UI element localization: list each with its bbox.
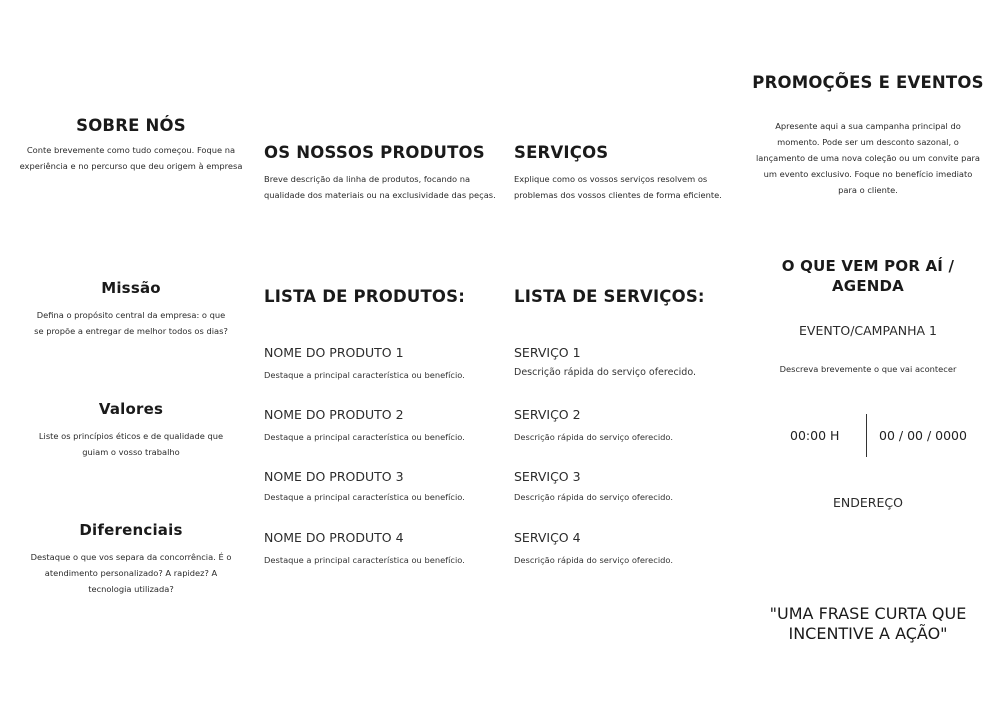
services-panel: [514, 0, 744, 711]
mission-text: Defina o propósito central da empresa: o que se propõe a entregar de melhor todos os dias?: [34, 310, 228, 336]
about-text: Conte brevemente como tudo começou. Foque na experiência e no percurso que deu origem à empresa: [19, 145, 243, 171]
events-title: PROMOÇÕES E EVENTOS: [752, 73, 984, 92]
list-item: [264, 530, 504, 567]
about-title: SOBRE NÓS: [76, 116, 186, 135]
service-name: SERVIÇO 2: [514, 407, 581, 422]
datetime-divider: [866, 414, 867, 457]
event-name: EVENTO/CAMPANHA 1: [799, 323, 937, 338]
product-desc: Destaque a principal característica ou benefício.: [264, 370, 465, 380]
event-time: 00:00 H: [790, 428, 840, 443]
event-datetime: [752, 414, 984, 458]
service-desc: Descrição rápida do serviço oferecido.: [514, 367, 697, 378]
differentials-text: Destaque o que vos separa da concorrência. É o atendimento personalizado? A rapidez? A tecnologia utilizada?: [30, 552, 232, 594]
products-title: OS NOSSOS PRODUTOS: [264, 143, 485, 162]
product-desc: Destaque a principal característica ou benefício.: [264, 492, 465, 502]
values-text: Liste os princípios éticos e de qualidade que guiam o vosso trabalho: [38, 431, 224, 457]
service-name: SERVIÇO 1: [514, 345, 581, 360]
service-desc: Descrição rápida do serviço oferecido.: [514, 432, 673, 442]
call-to-action-quote: "UMA FRASE CURTA QUE INCENTIVE A AÇÃO": [769, 604, 967, 643]
event-address: ENDEREÇO: [833, 495, 903, 510]
events-panel: [752, 0, 984, 711]
list-item: [514, 469, 744, 504]
service-desc: Descrição rápida do serviço oferecido.: [514, 492, 673, 502]
products-list-title: LISTA DE PRODUTOS:: [264, 287, 466, 306]
service-name: SERVIÇO 3: [514, 469, 581, 484]
values-title: Valores: [98, 400, 164, 418]
product-name: NOME DO PRODUTO 1: [264, 345, 404, 360]
product-name: NOME DO PRODUTO 3: [264, 469, 404, 484]
list-item: [264, 345, 504, 382]
event-date: 00 / 00 / 0000: [879, 428, 967, 443]
product-name: NOME DO PRODUTO 2: [264, 407, 404, 422]
agenda-title: O QUE VEM POR AÍ / AGENDA: [781, 257, 955, 295]
list-item: [514, 530, 744, 567]
services-list-title: LISTA DE SERVIÇOS:: [514, 287, 705, 306]
list-item: [514, 407, 744, 444]
differentials-title: Diferenciais: [79, 521, 183, 539]
event-desc: Descreva brevemente o que vai acontecer: [779, 364, 957, 374]
products-panel: [264, 0, 504, 711]
list-item: [514, 345, 744, 380]
services-text: Explique como os vossos serviços resolvem os problemas dos vossos clientes de forma eficiente.: [514, 174, 722, 200]
list-item: [264, 407, 504, 444]
product-name: NOME DO PRODUTO 4: [264, 530, 404, 545]
products-text: Breve descrição da linha de produtos, focando na qualidade dos materiais ou na exclusividade das peças.: [264, 174, 496, 200]
services-title: SERVIÇOS: [514, 143, 609, 162]
events-text: Apresente aqui a sua campanha principal do momento. Pode ser um desconto sazonal, o lançamento de uma nova coleção ou um convite para um evento exclusivo. Foque no benefício imediato para o cliente.: [755, 121, 981, 195]
service-desc: Descrição rápida do serviço oferecido.: [514, 555, 673, 565]
product-desc: Destaque a principal característica ou benefício.: [264, 432, 465, 442]
list-item: [264, 469, 504, 504]
mission-title: Missão: [101, 279, 161, 297]
about-panel: [10, 0, 252, 711]
product-desc: Destaque a principal característica ou benefício.: [264, 555, 465, 565]
service-name: SERVIÇO 4: [514, 530, 581, 545]
